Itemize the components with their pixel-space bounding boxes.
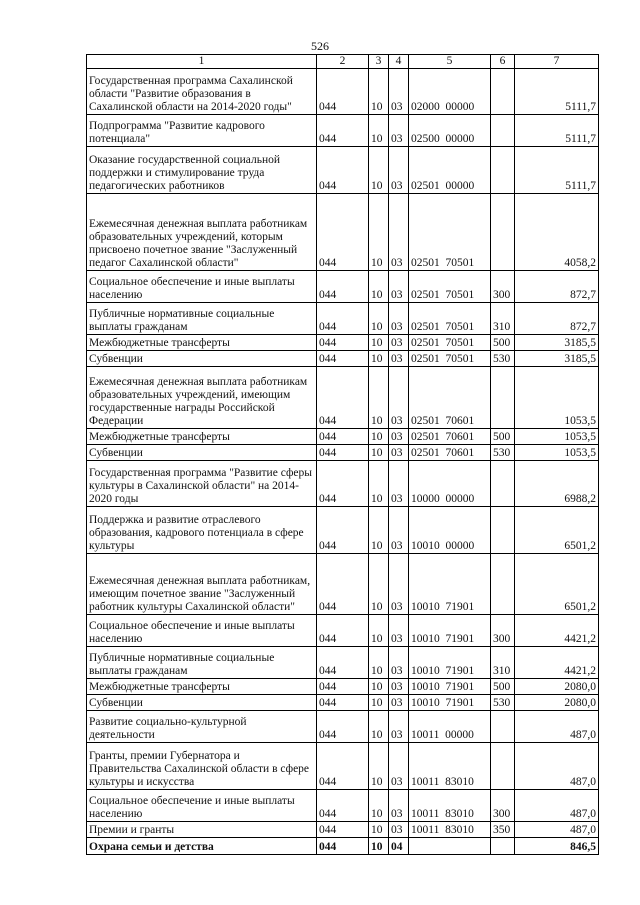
row-code-admin: 044: [317, 147, 369, 194]
row-section: 10: [369, 335, 389, 351]
row-name: Гранты, премии Губернатора и Правительства Сахалинской области в сфере культуры и искусства: [87, 743, 317, 790]
row-section: 10: [369, 711, 389, 743]
row-target-article: 02501 70501: [409, 194, 491, 271]
table-row: [87, 445, 599, 461]
row-target-article: 10010 71901: [409, 615, 491, 647]
row-subsection: 03: [389, 743, 409, 790]
row-section: 10: [369, 303, 389, 335]
row-section: 10: [369, 554, 389, 615]
row-amount: 2080,0: [515, 679, 599, 695]
row-expense-type: 300: [491, 271, 515, 303]
row-amount: 4421,2: [515, 615, 599, 647]
row-code-admin: 044: [317, 695, 369, 711]
row-section: 10: [369, 271, 389, 303]
row-name: Межбюджетные трансферты: [87, 335, 317, 351]
table-row: [87, 303, 599, 335]
row-section: 10: [369, 147, 389, 194]
row-amount: 487,0: [515, 743, 599, 790]
row-expense-type: [491, 147, 515, 194]
row-expense-type: [491, 461, 515, 507]
header-cell: 3: [369, 55, 389, 69]
row-target-article: 02000 00000: [409, 69, 491, 115]
row-name: Государственная программа "Развитие сферы культуры в Сахалинской области" на 2014-2020 годы: [87, 461, 317, 507]
header-cell: 1: [87, 55, 317, 69]
row-target-article: 10000 00000: [409, 461, 491, 507]
table-row: [87, 69, 599, 115]
row-amount: 1053,5: [515, 429, 599, 445]
row-expense-type: [491, 507, 515, 554]
row-name: Социальное обеспечение и иные выплаты населению: [87, 790, 317, 822]
row-amount: 6501,2: [515, 507, 599, 554]
row-expense-type: [491, 194, 515, 271]
row-name: Публичные нормативные социальные выплаты гражданам: [87, 647, 317, 679]
row-subsection: 03: [389, 271, 409, 303]
table-row: [87, 615, 599, 647]
table-row: [87, 507, 599, 554]
row-section: 10: [369, 822, 389, 838]
row-section: 10: [369, 367, 389, 429]
row-name: Субвенции: [87, 445, 317, 461]
row-name: Премии и гранты: [87, 822, 317, 838]
row-expense-type: [491, 838, 515, 855]
row-target-article: 10011 83010: [409, 790, 491, 822]
row-code-admin: 044: [317, 822, 369, 838]
row-amount: 872,7: [515, 271, 599, 303]
row-name: Поддержка и развитие отраслевого образования, кадрового потенциала в сфере культуры: [87, 507, 317, 554]
table-row: [87, 271, 599, 303]
header-cell: 6: [491, 55, 515, 69]
row-target-article: 10010 71901: [409, 679, 491, 695]
row-target-article: 02501 70501: [409, 351, 491, 367]
row-section: 10: [369, 461, 389, 507]
row-name: Межбюджетные трансферты: [87, 429, 317, 445]
row-code-admin: 044: [317, 115, 369, 147]
row-code-admin: 044: [317, 303, 369, 335]
row-target-article: [409, 838, 491, 855]
row-expense-type: 500: [491, 335, 515, 351]
row-subsection: 03: [389, 507, 409, 554]
table-row: [87, 115, 599, 147]
page-number: 526: [311, 39, 329, 53]
row-amount: 846,5: [515, 838, 599, 855]
row-name: Социальное обеспечение и иные выплаты населению: [87, 615, 317, 647]
row-code-admin: 044: [317, 335, 369, 351]
table-row: [87, 822, 599, 838]
row-amount: 1053,5: [515, 367, 599, 429]
row-target-article: 02500 00000: [409, 115, 491, 147]
row-subsection: 03: [389, 554, 409, 615]
row-subsection: 03: [389, 303, 409, 335]
table-row: [87, 367, 599, 429]
row-section: 10: [369, 429, 389, 445]
row-expense-type: 310: [491, 303, 515, 335]
row-name: Социальное обеспечение и иные выплаты населению: [87, 271, 317, 303]
row-code-admin: 044: [317, 461, 369, 507]
table-row: [87, 194, 599, 271]
row-name: Развитие социально-культурной деятельности: [87, 711, 317, 743]
row-target-article: 02501 70501: [409, 303, 491, 335]
row-name: Оказание государственной социальной поддержки и стимулирование труда педагогических работников: [87, 147, 317, 194]
row-code-admin: 044: [317, 69, 369, 115]
row-target-article: 10011 00000: [409, 711, 491, 743]
row-subsection: 03: [389, 335, 409, 351]
row-target-article: 10011 83010: [409, 743, 491, 790]
header-cell: 4: [389, 55, 409, 69]
row-target-article: 02501 70501: [409, 271, 491, 303]
table-row: [87, 429, 599, 445]
row-expense-type: 310: [491, 647, 515, 679]
row-expense-type: 500: [491, 679, 515, 695]
row-code-admin: 044: [317, 711, 369, 743]
row-expense-type: 530: [491, 695, 515, 711]
row-expense-type: [491, 711, 515, 743]
header-cell: 5: [409, 55, 491, 69]
row-amount: 5111,7: [515, 69, 599, 115]
row-code-admin: 044: [317, 271, 369, 303]
row-subsection: 03: [389, 367, 409, 429]
row-subsection: 03: [389, 695, 409, 711]
row-code-admin: 044: [317, 790, 369, 822]
row-amount: 487,0: [515, 790, 599, 822]
row-name: Межбюджетные трансферты: [87, 679, 317, 695]
row-name: Ежемесячная денежная выплата работникам образовательных учреждений, которым присвоено почетное звание "Заслуженный педагог Сахалинской области": [87, 194, 317, 271]
row-subsection: 03: [389, 711, 409, 743]
row-section: 10: [369, 743, 389, 790]
row-amount: 6501,2: [515, 554, 599, 615]
row-code-admin: 044: [317, 351, 369, 367]
row-section: 10: [369, 679, 389, 695]
row-code-admin: 044: [317, 554, 369, 615]
row-expense-type: [491, 367, 515, 429]
row-section: 10: [369, 647, 389, 679]
row-section: 10: [369, 615, 389, 647]
row-amount: 4058,2: [515, 194, 599, 271]
row-subsection: 03: [389, 351, 409, 367]
row-code-admin: 044: [317, 743, 369, 790]
row-code-admin: 044: [317, 367, 369, 429]
row-name: Субвенции: [87, 695, 317, 711]
table-row: [87, 147, 599, 194]
row-subsection: 03: [389, 647, 409, 679]
row-expense-type: 530: [491, 351, 515, 367]
row-name: Охрана семьи и детства: [87, 838, 317, 855]
row-target-article: 10010 71901: [409, 695, 491, 711]
table-row: [87, 743, 599, 790]
row-target-article: 02501 00000: [409, 147, 491, 194]
row-section: 10: [369, 838, 389, 855]
row-subsection: 03: [389, 445, 409, 461]
row-amount: 487,0: [515, 822, 599, 838]
table-row: [87, 335, 599, 351]
row-target-article: 10010 71901: [409, 647, 491, 679]
row-expense-type: [491, 115, 515, 147]
row-target-article: 02501 70601: [409, 445, 491, 461]
row-amount: 4421,2: [515, 647, 599, 679]
row-name: Субвенции: [87, 351, 317, 367]
row-code-admin: 044: [317, 647, 369, 679]
row-expense-type: [491, 743, 515, 790]
row-name: Подпрограмма "Развитие кадрового потенциала": [87, 115, 317, 147]
row-name: Ежемесячная денежная выплата работникам образовательных учреждений, имеющим государственные награды Российской Федерации: [87, 367, 317, 429]
table-row: [87, 647, 599, 679]
row-target-article: 02501 70501: [409, 335, 491, 351]
row-subsection: 03: [389, 69, 409, 115]
row-section: 10: [369, 695, 389, 711]
row-subsection: 03: [389, 790, 409, 822]
row-code-admin: 044: [317, 445, 369, 461]
row-amount: 487,0: [515, 711, 599, 743]
table-row: [87, 554, 599, 615]
row-code-admin: 044: [317, 615, 369, 647]
header-row: [87, 55, 599, 69]
row-section: 10: [369, 445, 389, 461]
header-cell: 2: [317, 55, 369, 69]
row-amount: 3185,5: [515, 351, 599, 367]
table-row: [87, 790, 599, 822]
row-code-admin: 044: [317, 194, 369, 271]
row-subsection: 04: [389, 838, 409, 855]
budget-table: [86, 54, 599, 855]
row-target-article: 10010 00000: [409, 507, 491, 554]
row-section: 10: [369, 194, 389, 271]
table-row: [87, 679, 599, 695]
row-amount: 1053,5: [515, 445, 599, 461]
row-target-article: 02501 70601: [409, 367, 491, 429]
row-expense-type: 300: [491, 615, 515, 647]
row-code-admin: 044: [317, 429, 369, 445]
row-subsection: 03: [389, 615, 409, 647]
row-expense-type: 530: [491, 445, 515, 461]
row-target-article: 02501 70601: [409, 429, 491, 445]
row-name: Государственная программа Сахалинской области "Развитие образования в Сахалинской области на 2014-2020 годы": [87, 69, 317, 115]
row-subsection: 03: [389, 194, 409, 271]
row-amount: 5111,7: [515, 147, 599, 194]
row-expense-type: 500: [491, 429, 515, 445]
table-row: [87, 695, 599, 711]
row-section: 10: [369, 790, 389, 822]
table-row: [87, 838, 599, 855]
row-section: 10: [369, 351, 389, 367]
row-amount: 5111,7: [515, 115, 599, 147]
header-cell: 7: [515, 55, 599, 69]
row-name: Ежемесячная денежная выплата работникам, имеющим почетное звание "Заслуженный работник культуры Сахалинской области": [87, 554, 317, 615]
row-expense-type: 300: [491, 790, 515, 822]
table-row: [87, 461, 599, 507]
table-row: [87, 711, 599, 743]
row-expense-type: [491, 69, 515, 115]
row-expense-type: 350: [491, 822, 515, 838]
row-subsection: 03: [389, 429, 409, 445]
row-amount: 872,7: [515, 303, 599, 335]
row-subsection: 03: [389, 115, 409, 147]
row-code-admin: 044: [317, 679, 369, 695]
row-amount: 3185,5: [515, 335, 599, 351]
table-row: [87, 351, 599, 367]
row-subsection: 03: [389, 147, 409, 194]
row-expense-type: [491, 554, 515, 615]
row-subsection: 03: [389, 461, 409, 507]
row-amount: 2080,0: [515, 695, 599, 711]
row-subsection: 03: [389, 679, 409, 695]
row-code-admin: 044: [317, 838, 369, 855]
row-target-article: 10011 83010: [409, 822, 491, 838]
row-amount: 6988,2: [515, 461, 599, 507]
row-section: 10: [369, 115, 389, 147]
row-subsection: 03: [389, 822, 409, 838]
row-section: 10: [369, 69, 389, 115]
row-section: 10: [369, 507, 389, 554]
row-target-article: 10010 71901: [409, 554, 491, 615]
row-name: Публичные нормативные социальные выплаты гражданам: [87, 303, 317, 335]
row-code-admin: 044: [317, 507, 369, 554]
